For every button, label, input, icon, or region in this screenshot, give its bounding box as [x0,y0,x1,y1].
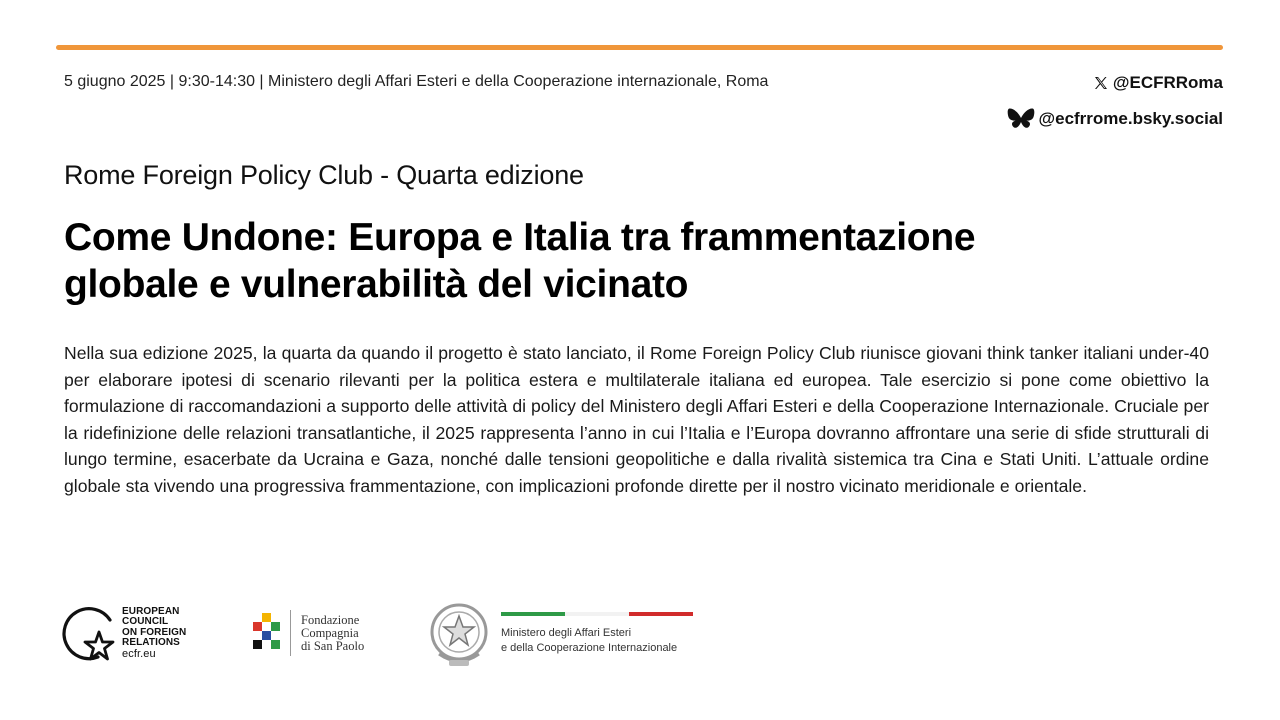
ecfr-line: RELATIONS [122,637,180,649]
x-logo-icon [1093,75,1109,91]
event-subtitle: Rome Foreign Policy Club - Quarta edizione [64,160,584,190]
event-description: Nella sua edizione 2025, la quarta da quando il progetto è stato lanciato, il Rome Foreign Policy Club riunisce giovani think tanker italiani under-40 per elaborare ipotesi di scenario rilevanti per la politica estera e multilaterale italiana ed europea. Tale esercizio si pone come obiettivo la formulazione di raccomandazioni a supporto delle attività di policy del Ministero degli Affari Esteri e della Cooperazione Internazionale. Cruciale per la ridefinizione delle relazioni transatlantiche, il 2025 rappresenta l’anno in cui l’Italia e l’Europa dovranno affrontare una serie di sfide strutturali di lungo termine, esacerbate da Ucraina e Gaza, nonché dalle tensioni geopolitiche e dalla rivalità sistemica tra Cina e Stati Uniti. L’attuale ordine globale sta vivendo una progressiva frammentazione, con implicazioni profonde dirette per il nostro vicinato meridionale e orientale. [64,343,1209,496]
flag-green [501,612,565,616]
ministero-logo [427,598,693,670]
x-handle-row[interactable] [1007,72,1223,94]
bluesky-handle-row[interactable] [1007,108,1223,130]
bluesky-butterfly-icon [1007,107,1035,131]
fondazione-divider [290,610,291,656]
ecfr-wordmark [122,607,186,660]
ecfr-star-circle-icon [58,602,120,664]
ecfr-line: ON FOREIGN [122,626,187,638]
ministero-line-2: e della Cooperazione Internazionale [501,642,678,654]
ecfr-logo [58,602,186,664]
ecfr-line: COUNCIL [122,616,169,628]
italian-flag-bar [501,612,693,616]
fondazione-mosaic-icon [252,613,282,653]
title-line-2: globale e vulnerabilità del vicinato [64,263,689,306]
event-info: 5 giugno 2025 | 9:30-14:30 | Ministero degli Affari Esteri e della Cooperazione internazionale, Roma [64,73,769,90]
event-title [64,214,1224,308]
flag-red [629,612,693,616]
social-handles [1007,72,1223,130]
bluesky-handle: @ecfrrome.bsky.social [1038,109,1223,128]
ministero-line-1: Ministero degli Affari Esteri [501,627,632,639]
fondazione-compagnia-logo [252,610,364,656]
ministero-wordmark [501,626,693,656]
fondazione-line: Compagnia [301,625,359,640]
x-handle: @ECFRRoma [1112,73,1223,92]
ecfr-line: EUROPEAN [122,605,180,617]
flag-white [565,612,629,616]
ministero-wordmark-block [501,612,693,656]
top-accent-rule [56,45,1223,50]
fondazione-line: di San Paolo [301,638,365,653]
italian-emblem-icon [427,598,491,670]
fondazione-wordmark [301,614,364,653]
fondazione-line: Fondazione [301,612,360,627]
ecfr-url: ecfr.eu [122,647,156,660]
title-line-1: Come Undone: Europa e Italia tra frammentazione [64,216,976,259]
